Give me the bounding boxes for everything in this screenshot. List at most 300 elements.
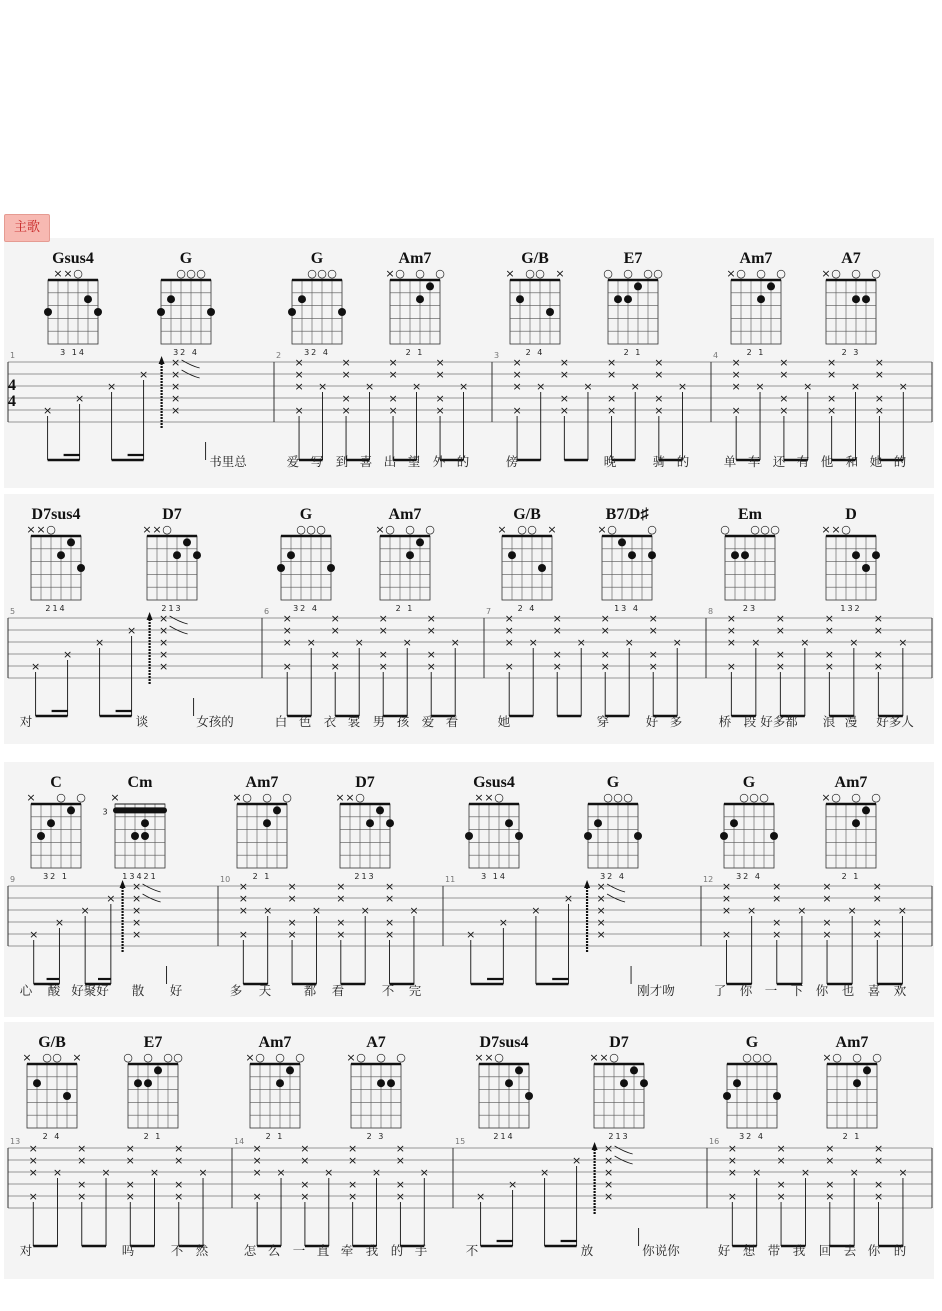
note-x: × [388,404,398,417]
finger-dot [263,819,271,827]
chord-name: B7/D♯ [605,506,649,523]
note-x: × [672,636,682,649]
chord-name: D7sus4 [31,506,81,523]
lyric-word: 好多都 [760,714,798,729]
note-x: × [827,392,837,405]
note-x: × [378,648,388,661]
note-x: × [583,380,593,393]
note-x: × [512,368,522,381]
note-x: × [873,648,883,661]
fretboard [147,536,197,600]
finger-dot [720,832,728,840]
note-x: × [552,660,562,673]
open-marker: ○ [736,267,746,280]
finger-dot [852,295,860,303]
strum-arrow [592,1142,598,1150]
lyric-word: 好 [645,714,659,729]
mute-marker: × [547,523,557,536]
open-marker: ○ [871,791,881,804]
note-x: × [435,392,445,405]
note-x: × [898,1166,908,1179]
open-marker: ○ [242,791,252,804]
note-x: × [772,892,782,905]
finger-dot [157,308,165,316]
note-x: × [125,1178,135,1191]
note-x: × [131,892,142,905]
finger-dot [277,564,285,572]
finger-dot [366,819,374,827]
finger-dot [416,295,424,303]
lyric-word: 吗 [121,1243,135,1258]
open-marker: ○ [306,523,316,536]
note-x: × [395,1178,406,1191]
chord-name: Am7 [388,506,422,523]
lyric-word: 欢 [893,983,907,998]
fretboard [292,280,342,344]
note-x: × [106,892,116,905]
lyrics-line [20,983,907,998]
tab-staff [8,875,932,984]
fretboard [731,280,781,344]
note-x: × [824,648,834,661]
time-signature-bottom: 4 [8,393,16,410]
note-x: × [419,1166,429,1179]
system-3 [8,774,932,998]
open-marker: ○ [871,267,881,280]
fretboard [826,280,876,344]
finger-dot [183,538,191,546]
open-marker: ○ [607,523,617,536]
fretboard [250,1064,300,1128]
note-x: × [77,1154,87,1167]
lyric-word: 望 [407,454,421,469]
note-x: × [158,612,169,625]
measure-number: 15 [455,1137,466,1146]
lyric-word: 想 [742,1243,756,1258]
measure-notes [732,356,908,460]
beam-group [471,979,569,984]
finger-dot [465,832,473,840]
lyric-word: 的 [893,1243,907,1258]
chord-name: Am7 [739,250,773,267]
note-x: × [825,1190,835,1203]
open-marker: ○ [739,791,749,804]
note-x: × [731,356,741,369]
finger-dot [515,832,523,840]
lyric-word: 然 [195,1243,209,1258]
note-x: × [263,904,273,917]
mute-marker: × [232,791,242,804]
measure-notes [239,880,419,984]
lyric-word: 爱 [286,454,300,469]
finger-dot [386,819,394,827]
note-x: × [726,660,736,673]
lyric-word: 不 [170,1243,184,1258]
open-marker: ○ [759,791,769,804]
finger-dot [505,819,513,827]
note-x: × [603,1178,614,1191]
note-x: × [238,904,248,917]
chord-diagram [589,1034,648,1141]
note-x: × [873,612,883,625]
fretboard [588,804,638,868]
chord-diagram [277,506,335,613]
finger-dot [207,308,215,316]
finger-dot [505,1079,513,1087]
chord-diagram [720,774,778,881]
note-x: × [174,1154,184,1167]
lyric-word: 出 [383,454,397,469]
chord-diagram [26,774,85,881]
lyric-word: 看 [331,983,345,998]
note-x: × [563,892,574,905]
finger-dot [67,806,75,814]
open-marker: ○ [143,1051,153,1064]
note-x: × [252,1166,262,1179]
note-x: × [596,904,606,917]
note-x: × [125,1154,135,1167]
lyric-word: 直 [316,1243,330,1258]
note-x: × [138,368,149,381]
measure-number: 4 [713,351,719,360]
note-x: × [348,1178,358,1191]
note-x: × [825,1178,835,1191]
chord-diagram [726,250,785,357]
open-marker: ○ [46,523,56,536]
chord-diagram [465,774,523,881]
note-x: × [170,404,181,417]
note-x: × [378,660,388,673]
note-x: × [552,624,562,637]
finger-dot [730,819,738,827]
chord-name: Am7 [398,250,432,267]
finger-dot [634,832,642,840]
measure-number: 1 [10,351,16,360]
lyric-word: 衣 [323,714,337,729]
note-x: × [28,1154,38,1167]
open-marker: ○ [832,1051,842,1064]
note-x: × [450,636,460,649]
note-x: × [74,392,85,405]
chord-diagram [142,506,201,613]
note-x: × [294,368,304,381]
note-x: × [822,928,832,941]
note-x: × [28,1166,38,1179]
measure-notes [505,612,682,716]
open-marker: ○ [186,267,196,280]
note-x: × [125,1142,135,1155]
finger-dot [63,1092,71,1100]
note-x: × [282,624,292,637]
note-x: × [174,1142,184,1155]
finger-numbers: 2 4 [42,1132,62,1141]
finger-dot [406,551,414,559]
lyric-word: 你 [867,1243,881,1258]
fretboard [340,804,390,868]
open-marker: ○ [494,1051,504,1064]
finger-dot [141,832,149,840]
mute-marker: × [474,791,484,804]
note-x: × [348,1154,358,1167]
chord-name: A7 [366,1034,386,1051]
finger-dot [594,819,602,827]
open-marker: ○ [425,523,435,536]
finger-dot [144,1079,152,1087]
fretboard [826,804,876,868]
fretboard [48,280,98,344]
finger-dot [57,551,65,559]
note-x: × [600,660,610,673]
lyric-word: 牵 [340,1243,354,1258]
open-marker: ○ [653,267,663,280]
note-x: × [596,916,606,929]
open-marker: ○ [395,267,405,280]
note-x: × [360,904,370,917]
note-x: × [336,928,346,941]
note-x: × [847,904,857,917]
note-x: × [388,356,398,369]
mute-marker: × [53,267,63,280]
note-x: × [898,380,908,393]
mute-marker: × [831,523,841,536]
fretboard [115,804,165,868]
open-marker: ○ [162,523,172,536]
note-x: × [131,880,142,893]
lyric-word: 散 [131,983,145,998]
lyric-word: 写 [310,454,324,469]
fretboard [237,804,287,868]
open-marker: ○ [282,791,292,804]
finger-dot [770,832,778,840]
open-marker: ○ [851,791,861,804]
open-marker: ○ [752,1051,762,1064]
note-x: × [287,892,297,905]
mute-marker: × [142,523,152,536]
note-x: × [426,660,436,673]
lyric-word: 回 [818,1243,832,1258]
fret-number: 3 [102,807,108,817]
chord-name: G/B [521,250,549,267]
finger-dot [286,1066,294,1074]
chord-name: D7 [355,774,375,791]
finger-dot [298,295,306,303]
note-x: × [755,380,765,393]
lyric-word: 的 [893,454,907,469]
note-x: × [300,1178,310,1191]
note-x: × [341,392,351,405]
lyric-word: 你 [815,983,829,998]
open-marker: ○ [327,267,337,280]
finger-dot [538,564,546,572]
lyric-word: 到 [335,454,349,469]
chord-diagram [123,1034,183,1141]
note-x: × [654,368,664,381]
measure-number: 3 [494,351,500,360]
mute-marker: × [484,791,494,804]
note-x: × [294,404,304,417]
note-x: × [873,1190,884,1203]
fretboard [380,536,430,600]
measure-notes [476,1142,639,1246]
chord-name: G/B [513,506,541,523]
note-x: × [727,1190,737,1203]
finger-dot [33,1079,41,1087]
note-x: × [776,1178,786,1191]
lyric-word: 浪 [822,714,836,729]
lyric-word: 不 [465,1243,479,1258]
note-x: × [411,380,422,393]
open-marker: ○ [173,1051,183,1064]
measure-number: 16 [709,1137,720,1146]
note-x: × [731,404,741,417]
note-x: × [872,880,882,893]
note-x: × [872,928,882,941]
finger-numbers: 2 1 [623,348,643,357]
finger-dot [67,538,75,546]
open-marker: ○ [841,523,851,536]
note-x: × [648,612,658,625]
mute-marker: × [245,1051,255,1064]
finger-dot [327,564,335,572]
note-x: × [170,392,181,405]
lyric-word: 下 [790,983,804,998]
note-x: × [849,1166,859,1179]
barre-mark [113,807,167,813]
section-tag-verse[interactable]: 主歌 [4,214,50,242]
open-marker: ○ [750,523,760,536]
lyric-word: 的 [676,454,690,469]
note-x: × [726,636,736,649]
mute-marker: × [385,267,395,280]
finger-dot [862,564,870,572]
finger-numbers: 2 1 [405,348,425,357]
note-x: × [776,1190,786,1203]
note-x: × [779,392,789,405]
lyric-word: 色 [298,714,312,729]
note-x: × [822,880,832,893]
fretboard [594,1064,644,1128]
open-marker: ○ [603,267,613,280]
note-x: × [62,648,73,661]
finger-dot [733,1079,741,1087]
note-x: × [348,1190,358,1203]
measure-notes [512,356,687,460]
strum-arrow [147,612,153,620]
note-x: × [752,1166,762,1179]
lyric-word: 手 [414,1243,428,1258]
time-signature-top: 4 [8,377,16,394]
open-marker: ○ [762,1051,772,1064]
note-x: × [294,356,304,369]
note-x: × [624,636,634,649]
finger-numbers: 2 3 [841,348,861,357]
note-x: × [897,904,908,917]
mute-marker: × [474,1051,484,1064]
mute-marker: × [335,791,345,804]
chord-diagram [821,250,880,357]
chord-diagram [245,1034,304,1141]
finger-dot [862,295,870,303]
chord-diagram [26,506,85,613]
finger-numbers: 2 1 [842,1132,862,1141]
lyric-word: 你 [739,983,753,998]
lyric-word: 她 [869,454,883,469]
open-marker: ○ [196,267,206,280]
note-x: × [747,904,757,917]
finger-dot [584,832,592,840]
note-x: × [402,636,412,649]
lyric-word: 单 [723,454,737,469]
chord-name: G [606,774,620,791]
note-x: × [435,368,445,381]
lyric-word: 都 [303,983,317,998]
open-marker: ○ [316,523,326,536]
lyric-word: 去 [843,1243,857,1258]
finger-dot [614,295,622,303]
note-x: × [775,648,785,661]
system-1 [8,250,932,469]
chord-diagram [497,506,556,613]
finger-numbers: 2 4 [525,348,545,357]
mute-marker: × [110,791,120,804]
open-marker: ○ [56,791,66,804]
note-x: × [776,1154,786,1167]
note-x: × [238,928,248,941]
note-x: × [198,1166,208,1179]
finger-numbers: 32 4 [304,348,330,357]
lyric-word: 天 [258,983,272,998]
mute-marker: × [26,523,36,536]
lyric-word: 刚才吻 [637,983,675,998]
note-x: × [395,1142,406,1155]
note-x: × [131,904,142,917]
note-x: × [378,624,388,637]
note-x: × [630,380,640,393]
finger-numbers: 32 1 [43,872,69,881]
finger-dot [723,1092,731,1100]
fretboard [727,1064,777,1128]
note-x: × [751,636,761,649]
fretboard [827,1064,877,1128]
note-x: × [772,928,782,941]
note-x: × [559,404,569,417]
finger-dot [387,1079,395,1087]
finger-numbers: 213 [608,1132,630,1141]
note-x: × [149,1166,160,1179]
finger-numbers: 32 4 [600,872,626,881]
measure-notes [253,1142,429,1246]
note-x: × [803,380,813,393]
lyric-word: 裳 [347,714,361,729]
open-marker: ○ [275,1051,285,1064]
open-marker: ○ [742,1051,752,1064]
fretboard [479,1064,529,1128]
open-marker: ○ [525,267,535,280]
finger-dot [872,551,880,559]
measure-number: 12 [703,875,714,884]
note-x: × [539,1166,550,1179]
finger-numbers: 2 1 [252,872,272,881]
open-marker: ○ [851,267,861,280]
finger-dot [77,564,85,572]
note-x: × [174,1178,184,1191]
lyric-word: 好 [169,983,183,998]
finger-dot [154,1066,162,1074]
note-x: × [654,392,664,405]
open-marker: ○ [163,1051,173,1064]
finger-dot [47,819,55,827]
chord-diagram [157,250,215,357]
